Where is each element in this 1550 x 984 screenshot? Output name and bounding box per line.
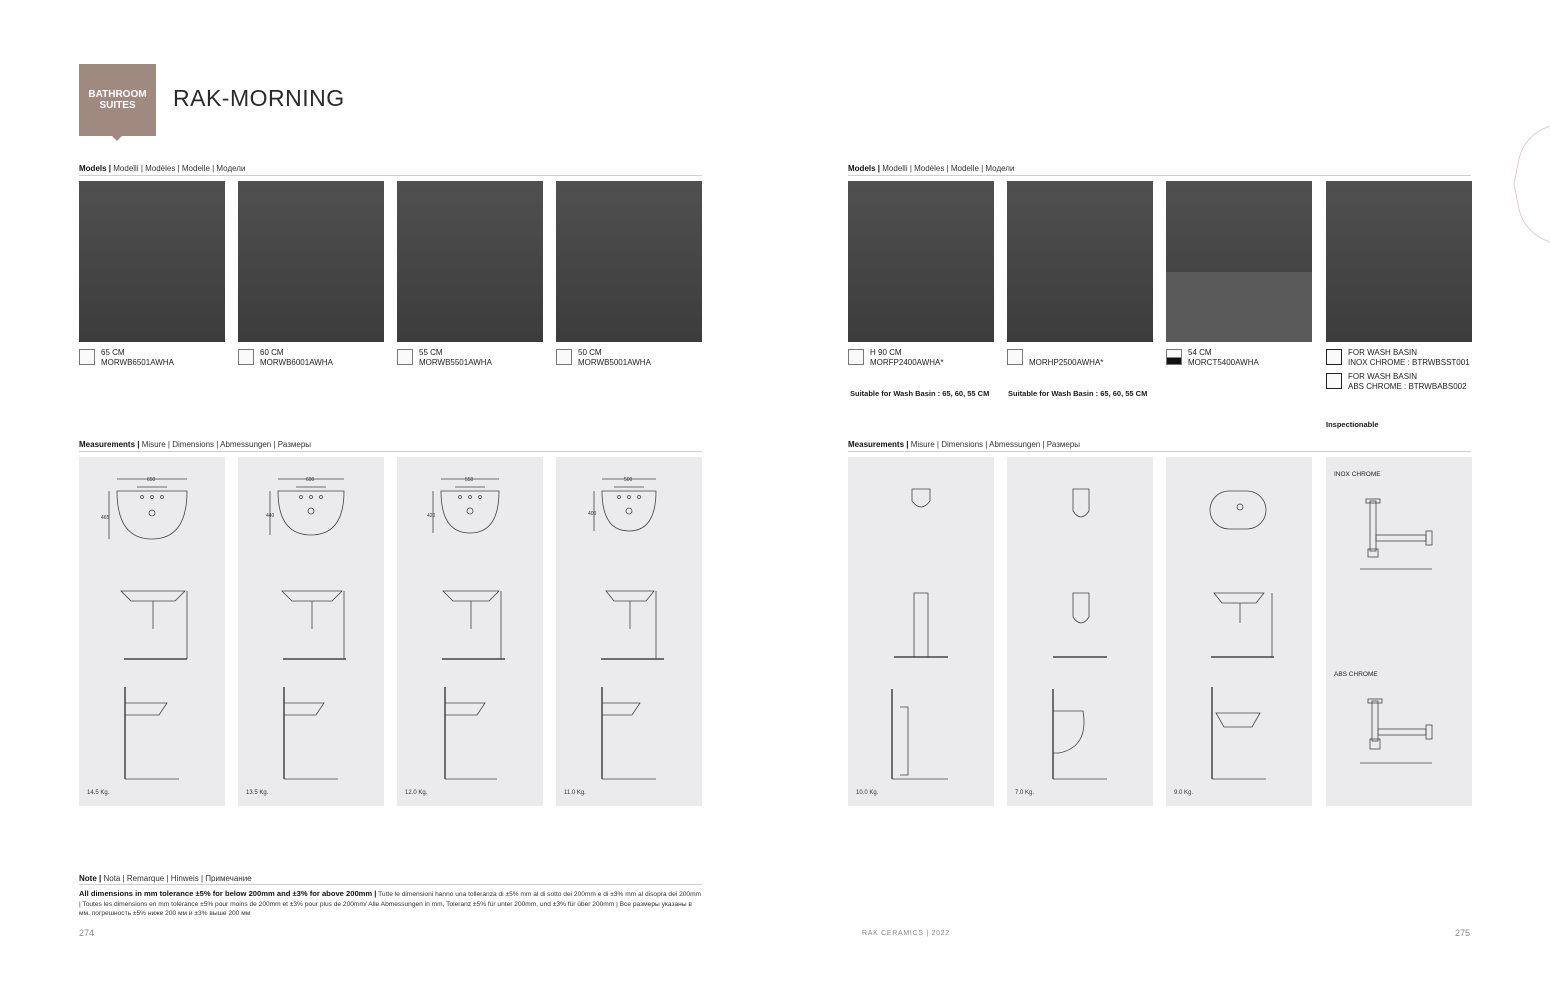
product-weight: 14.5 Kg. <box>87 790 110 796</box>
tolerance-note <box>79 889 703 919</box>
models-heading-left <box>79 164 245 173</box>
wall <box>848 181 994 342</box>
models-heading-rest: Modelli | Modèles | Modelle | Модели <box>880 164 1015 173</box>
width-dimension: 600 <box>306 477 315 483</box>
note-heading-bold: Note | <box>79 874 102 883</box>
models-heading-bold: Models | <box>848 164 881 173</box>
tolerance-note-bold: All dimensions in mm tolerance ±5% for below 200mm and ±3% for above 200mm | <box>79 889 377 898</box>
inspectionable-label: Inspectionable <box>1326 420 1379 429</box>
wash-basin-icon <box>397 349 413 365</box>
wall <box>238 181 384 342</box>
countertop-basin-icon <box>1166 349 1182 365</box>
wall <box>397 181 543 342</box>
model-size: 55 CM <box>419 348 443 357</box>
pedestal-icon <box>848 349 864 365</box>
pedestal-drawing <box>848 457 994 806</box>
model-code: MORCT5400AWHA <box>1188 358 1259 367</box>
model-code: MORWB6501AWHA <box>101 358 174 367</box>
waste-line-1: FOR WASH BASIN <box>1348 348 1418 357</box>
model-size: H 90 CM <box>870 348 902 357</box>
measurements-heading-left <box>79 440 311 449</box>
technical-drawing-pedestal <box>848 457 994 806</box>
measurements-heading-right <box>848 440 1080 449</box>
note-heading <box>79 874 252 883</box>
technical-drawing-semi-pedestal <box>1007 457 1153 806</box>
width-dimension: 500 <box>624 477 633 483</box>
badge-line-2: SUITES <box>99 100 136 111</box>
measurements-heading-rest: Misure | Dimensions | Abmessungen | Размеры <box>139 440 312 449</box>
divider <box>79 884 702 885</box>
page-title: RAK-MORNING <box>173 85 345 111</box>
depth-dimension: 465 <box>101 515 110 521</box>
page-number-right: 275 <box>1455 928 1471 938</box>
basin-drawing <box>556 457 702 806</box>
product-weight: 10.0 Kg. <box>856 790 879 796</box>
product-weight: 11.0 Kg. <box>564 790 586 796</box>
technical-drawing-65 <box>79 457 225 806</box>
badge-line-1: BATHROOM <box>88 89 147 100</box>
wash-basin-icon <box>79 349 95 365</box>
product-photo-60 <box>238 181 384 342</box>
inox-chrome-label: INOX CHROME <box>1334 471 1381 478</box>
product-weight: 13.5 Kg. <box>246 790 269 796</box>
models-heading-rest: Modelli | Modèles | Modelle | Модели <box>111 164 246 173</box>
measurements-heading-rest: Misure | Dimensions | Abmessungen | Размеры <box>908 440 1081 449</box>
technical-drawing-countertop <box>1166 457 1312 806</box>
wall <box>79 181 225 342</box>
wall <box>556 181 702 342</box>
width-dimension: 550 <box>465 477 474 483</box>
product-weight: 7.0 Kg. <box>1015 790 1035 796</box>
product-photo-65 <box>79 181 225 342</box>
product-photo-pedestal <box>848 181 994 342</box>
counter <box>1166 272 1312 342</box>
model-size: 65 CM <box>101 348 125 357</box>
model-size: 54 CM <box>1188 348 1212 357</box>
waste-line-1: FOR WASH BASIN <box>1348 372 1418 381</box>
product-photo-semi-pedestal <box>1007 181 1153 342</box>
measurements-heading-bold: Measurements | <box>848 440 909 449</box>
divider <box>79 175 702 176</box>
model-code: MORHP2500AWHA* <box>1029 358 1104 367</box>
product-photo-55 <box>397 181 543 342</box>
basin-drawing <box>79 457 225 806</box>
waste-trap-icon <box>1326 349 1342 365</box>
divider <box>848 175 1471 176</box>
technical-drawing-60 <box>238 457 384 806</box>
model-code: MORWB5001AWHA <box>578 358 651 367</box>
semi-pedestal-icon <box>1007 349 1023 365</box>
depth-dimension: 420 <box>427 513 436 519</box>
waste-line-2: ABS CHROME : BTRWBABS002 <box>1348 382 1467 391</box>
product-photo-50 <box>556 181 702 342</box>
divider <box>79 451 702 452</box>
product-photo-countertop <box>1166 181 1312 342</box>
wall <box>1007 181 1153 342</box>
waste-trap-drawing <box>1326 457 1472 806</box>
measurements-heading-bold: Measurements | <box>79 440 140 449</box>
width-dimension: 650 <box>147 477 156 483</box>
note-heading-rest: Nota | Remarque | Hinweis | Примечание <box>101 874 252 883</box>
product-weight: 9.0 Kg. <box>1174 790 1194 796</box>
section-badge <box>79 64 156 136</box>
badge-notch <box>112 136 122 141</box>
waste-line-2: INOX CHROME : BTRWBSST001 <box>1348 358 1470 367</box>
depth-dimension: 440 <box>266 513 275 519</box>
product-weight: 12.0 Kg. <box>405 790 428 796</box>
wall <box>1326 181 1472 342</box>
basin-drawing <box>238 457 384 806</box>
wash-basin-icon <box>238 349 254 365</box>
suitable-note-pedestal: Suitable for Wash Basin : 65, 60, 55 CM <box>850 389 990 398</box>
model-size: 50 CM <box>578 348 602 357</box>
technical-drawing-50 <box>556 457 702 806</box>
page-number-left: 274 <box>79 928 95 938</box>
wash-basin-icon <box>556 349 572 365</box>
page-edge-tab <box>1508 124 1550 244</box>
waste-trap-icon <box>1326 373 1342 389</box>
suitable-note-semi-pedestal: Suitable for Wash Basin : 65, 60, 55 CM <box>1008 389 1148 398</box>
technical-drawing-waste-traps <box>1326 457 1472 806</box>
semi-pedestal-drawing <box>1007 457 1153 806</box>
product-photo-waste-trap <box>1326 181 1472 342</box>
model-code: MORWB5501AWHA <box>419 358 492 367</box>
countertop-drawing <box>1166 457 1312 806</box>
footer-brand: RAK CERAMICS | 2022 <box>862 930 950 937</box>
basin-drawing <box>397 457 543 806</box>
model-size: 60 CM <box>260 348 284 357</box>
models-heading-bold: Models | <box>79 164 112 173</box>
model-code: MORWB6001AWHA <box>260 358 333 367</box>
model-code: MORFP2400AWHA* <box>870 358 944 367</box>
models-heading-right <box>848 164 1014 173</box>
abs-chrome-label: ABS CHROME <box>1334 671 1378 678</box>
technical-drawing-55 <box>397 457 543 806</box>
depth-dimension: 400 <box>588 511 597 517</box>
tolerance-note-text: Tutte le dimensioni hanno una tolleranza di ±5% mm al di sotto dei 200mm e di ±3% mm al disopra dei 200mm | Toutes les dimensions en mm tolérance ±5% pour moins de 200mm et ±3% pour plus de 200mm/ Alle Abmessungen in mm, Toleranz ±5% für unter 200mm, und ±3% für über 200mm | Все размеры указаны в мм, погрешность ±5% ниже 200 мм и ±3% выше 200 мм <box>79 891 702 917</box>
divider <box>848 451 1471 452</box>
